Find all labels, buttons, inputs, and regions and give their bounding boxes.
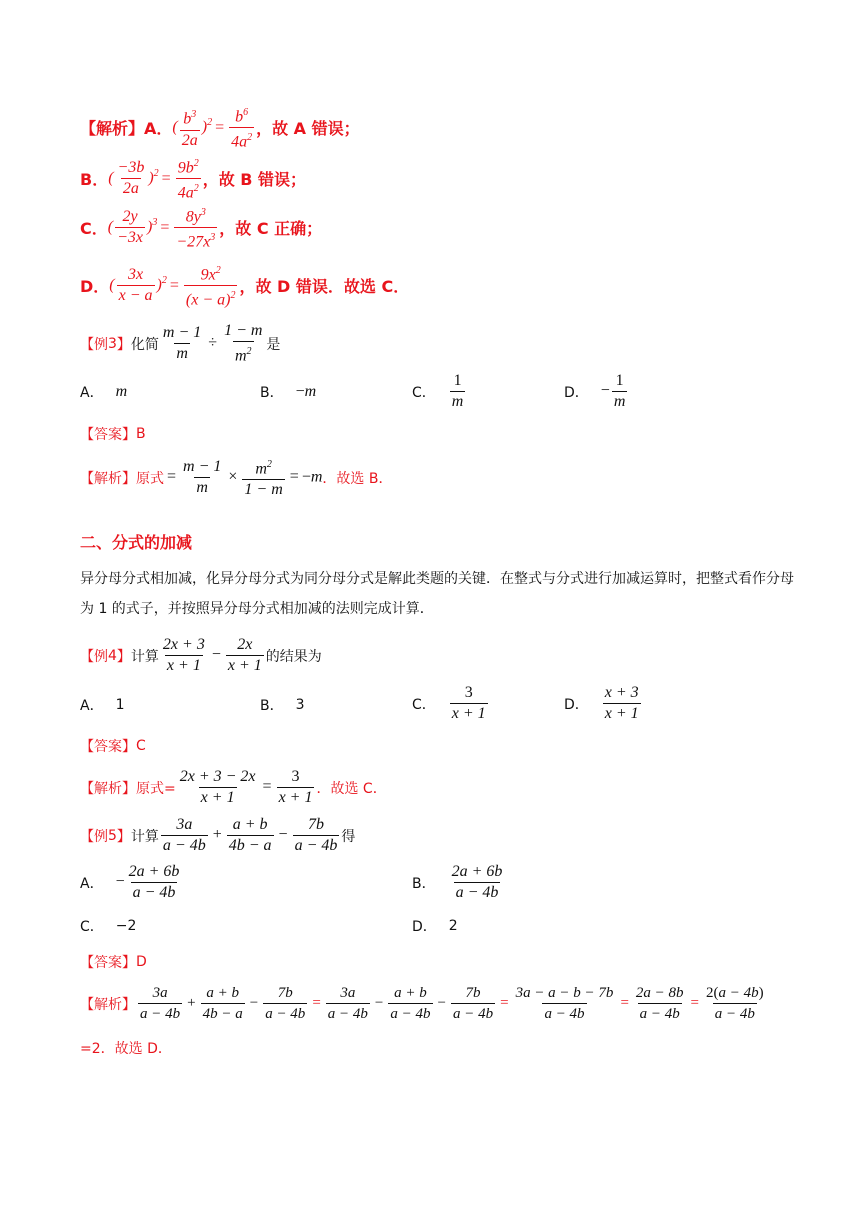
example-3-option-a: A． m — [80, 383, 128, 401]
formula: = $\frac{m - 1}{m}$ × $\frac{m^2}{1 - m}$ = −m — [167, 458, 323, 499]
solution-line-d: D． ( $\frac{3x}{x - a}$ )$^2$ = $\frac{9x^2}{(x - a)^2}$ ，故 D 错误．故选 C． — [80, 262, 800, 310]
formula: $\frac{3a}{a - 4b}$ + $\frac{a + b}{4b - a}$ − $\frac{7b}{a - 4b}$ — [162, 816, 338, 854]
formula: $\frac{3a}{a - 4b}$ + $\frac{a + b}{4b - a}$ − $\frac{7b}{a - 4b}$ = $\frac{3a}{a - 4b}$ − $\frac{a + b}{a - 4b}$ − $\frac{7b}{a - 4b}$ = $\frac{3a - a - b - 7b}{a - 4b}$ = $\frac{2a - 8b}{a - 4b}$ = $\frac{2(a - 4b)}{a - 4b}$ — [140, 985, 764, 1022]
solution-line-a: 【解析】 A． ( $\frac{b^3}{2a}$ )$^2$ = $\frac{b^6}{4a^2}$ ，故 A 错误； — [80, 104, 800, 152]
example-3-answer: 【答案】 B — [80, 426, 146, 443]
example-3-option-d: D． − $\frac{1}{m}$ — [564, 372, 626, 410]
example-3-option-c: C． $\frac{1}{m}$ — [412, 372, 464, 410]
example-4-question: 【例 4 】 计算 $\frac{2x + 3}{x + 1}$ − $\frac{2x}{x + 1}$ 的结果为 — [80, 636, 322, 674]
solution-line-c: C． ( $\frac{2y}{-3x}$ )$^3$ = $\frac{8y^3}{-27x^3}$ ，故 C 正确； — [80, 204, 800, 252]
example-4-option-c: C． $\frac{3}{x + 1}$ — [412, 684, 486, 722]
formula: ( $\frac{-3b}{2a}$ )$^2$ = $\frac{9b^2}{4a^2}$ — [108, 158, 199, 202]
example-4-option-d: D． $\frac{x + 3}{x + 1}$ — [564, 684, 639, 722]
example-5-option-b: B． $\frac{2a + 6b}{a - 4b}$ — [412, 863, 503, 901]
example-5-solution: 【解析】 $\frac{3a}{a - 4b}$ + $\frac{a + b}{4b - a}$ − $\frac{7b}{a - 4b}$ = $\frac{3a}{a - 4b}$ − $\frac{a + b}{a - 4b}$ − $\frac{7b}{a - 4b}$ = $\frac{3a - a - b - 7b}{a - 4b}$ = $\frac{2a - 8b}{a - 4b}$ = $\frac{2(a - 4b)}{a - 4b}$ — [80, 984, 820, 1023]
formula: $\frac{2x + 3}{x + 1}$ − $\frac{2x}{x + 1}$ — [162, 636, 262, 674]
example-5-answer: 【答案】 D — [80, 954, 147, 971]
formula: $\frac{m - 1}{m}$ ÷ $\frac{1 - m}{m^2}$ — [162, 322, 263, 365]
example-3-solution: 【解析】 原式 = $\frac{m - 1}{m}$ × $\frac{m^2}{1 - m}$ = −m ．故选 B． — [80, 456, 800, 499]
solution-line-b: B． ( $\frac{-3b}{2a}$ )$^2$ = $\frac{9b^2}{4a^2}$ ，故 B 错误； — [80, 155, 800, 203]
example-4-option-a: A． 1 — [80, 697, 125, 714]
example-3-option-b: B． −m — [260, 383, 317, 401]
formula: ( $\frac{2y}{-3x}$ )$^3$ = $\frac{8y^3}{-27x^3}$ — [107, 207, 216, 251]
example-3-question: 【例 3 】 化简 $\frac{m - 1}{m}$ ÷ $\frac{1 - m}{m^2}$ 是 — [80, 322, 281, 365]
section-paragraph: 异分母分式相加减，化异分母分式为同分母分式是解此类题的关键．在整式与分式进行加减运算时，把整式看作分母为 1 的式子，并按照异分母分式相加减的法则完成计算． — [80, 571, 794, 617]
example-5-solution-end: =2．故选 D． — [80, 1041, 172, 1057]
example-5-question: 【例 5 】 计算 $\frac{3a}{a - 4b}$ + $\frac{a + b}{4b - a}$ − $\frac{7b}{a - 4b}$ 得 — [80, 816, 356, 854]
section-heading: 二、分式的加减 — [80, 533, 193, 552]
example-5-option-a: A． − $\frac{2a + 6b}{a - 4b}$ — [80, 863, 180, 901]
formula: ( $\frac{b^3}{2a}$ )$^2$ = $\frac{b^6}{4a^2}$ — [172, 107, 253, 151]
example-4-option-b: B． 3 — [260, 697, 305, 714]
example-5-option-c: C． −2 — [80, 918, 137, 935]
formula: $\frac{2x + 3 - 2x}{x + 1}$ = $\frac{3}{x + 1}$ — [179, 768, 313, 806]
formula: ( $\frac{3x}{x - a}$ )$^2$ = $\frac{9x^2}{(x - a)^2}$ — [109, 265, 236, 309]
example-4-answer: 【答案】 C — [80, 738, 146, 755]
example-5-option-d: D． 2 — [412, 918, 458, 935]
example-4-solution: 【解析】 原式= $\frac{2x + 3 - 2x}{x + 1}$ = $\frac{3}{x + 1}$ ．故选 C． — [80, 768, 387, 806]
